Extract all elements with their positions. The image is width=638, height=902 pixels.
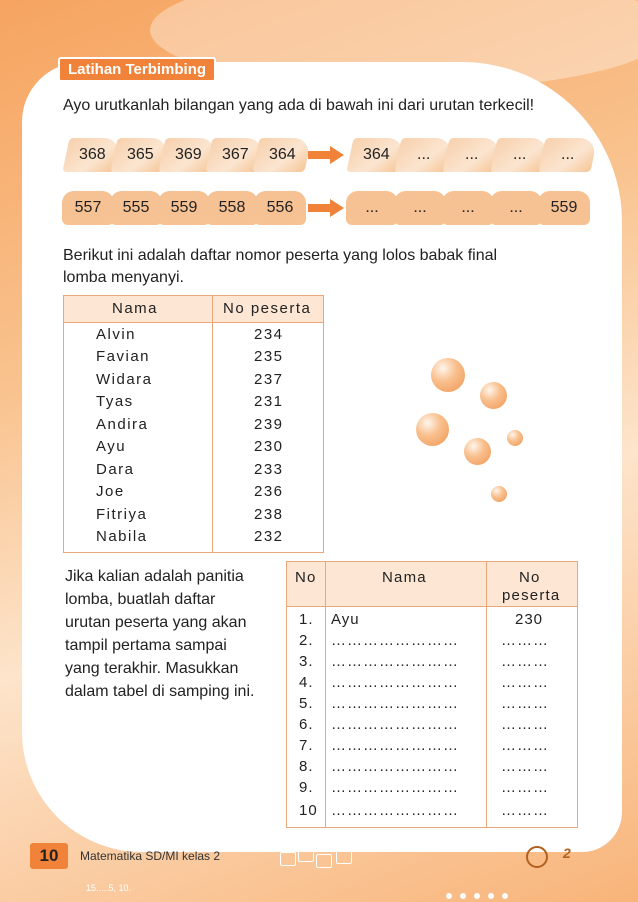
cell-name: Alvin — [96, 326, 137, 343]
intro-line-1: Berikut ini adalah daftar nomor peserta yang lolos babak final — [63, 247, 498, 264]
cell-name: …………………… — [331, 632, 459, 649]
cell-name: …………………… — [331, 716, 459, 733]
table-row — [64, 393, 323, 415]
cell-name: Dara — [96, 461, 135, 478]
cell-name: …………………… — [331, 758, 459, 775]
answer-number: 559 — [550, 199, 578, 216]
cell-number: 239 — [254, 416, 284, 433]
given-number: 559 — [170, 199, 198, 216]
answer-number-box — [538, 138, 597, 172]
table-row — [64, 506, 323, 528]
answer-table — [286, 561, 578, 828]
cell-number: 230 — [515, 611, 544, 628]
task-line: lomba, buatlah daftar — [65, 591, 216, 608]
cell-no: 2. — [299, 632, 314, 649]
table-row — [64, 326, 323, 348]
header-nama: Nama — [112, 300, 159, 317]
intro-line-2: lomba menyanyi. — [63, 269, 184, 286]
cell-name: Favian — [96, 348, 151, 365]
answer-number: ... — [465, 146, 479, 163]
cell-number: 234 — [254, 326, 284, 343]
given-number: 367 — [221, 146, 249, 163]
cell-name: Fitriya — [96, 506, 148, 523]
cell-name: Andira — [96, 416, 149, 433]
given-number-box — [62, 191, 114, 225]
given-number-box — [158, 191, 210, 225]
header-no: No — [295, 569, 317, 586]
given-number-box — [110, 191, 162, 225]
table-row — [287, 737, 577, 757]
task-line: urutan peserta yang akan — [65, 614, 247, 631]
cell-number: ……… — [501, 695, 549, 712]
given-number-box — [252, 138, 311, 172]
answer-number-box — [538, 191, 590, 225]
footer-small-text: 15.....5, 10. — [86, 883, 132, 893]
table-row — [287, 779, 577, 799]
cell-number: ……… — [501, 758, 549, 775]
decorative-bubble — [480, 382, 507, 409]
header-peserta: peserta — [502, 587, 561, 604]
decorative-bubble — [431, 358, 465, 392]
task-line: dalam tabel di samping ini. — [65, 683, 255, 700]
clock-icon — [526, 846, 548, 868]
table-row — [64, 461, 323, 483]
arrow-right-icon — [308, 199, 344, 217]
table-row — [64, 416, 323, 438]
answer-number: ... — [509, 199, 523, 216]
cell-number: 235 — [254, 348, 284, 365]
table-row — [287, 674, 577, 694]
cell-number: 231 — [254, 393, 284, 410]
answer-number-box — [394, 191, 446, 225]
given-number: 557 — [74, 199, 102, 216]
dot-icon — [460, 893, 466, 899]
table-row — [64, 438, 323, 460]
cell-no: 1. — [299, 611, 314, 628]
cell-name: …………………… — [331, 695, 459, 712]
given-number-box — [206, 191, 258, 225]
cell-number: 238 — [254, 506, 284, 523]
participant-table — [63, 295, 324, 553]
decorative-keypad-icon — [280, 848, 360, 870]
answer-number-box — [490, 191, 542, 225]
given-number: 365 — [126, 146, 154, 163]
table-row — [287, 695, 577, 715]
dot-icon — [488, 893, 494, 899]
given-number: 368 — [78, 146, 106, 163]
answer-number: ... — [365, 199, 379, 216]
cell-no: 8. — [299, 758, 314, 775]
decorative-dots — [446, 886, 516, 902]
cell-number: 233 — [254, 461, 284, 478]
task-line: tampil pertama sampai — [65, 637, 227, 654]
dot-icon — [502, 893, 508, 899]
answer-number: ... — [561, 146, 575, 163]
dot-icon — [446, 893, 452, 899]
cell-name: …………………… — [331, 674, 459, 691]
table-row — [287, 716, 577, 736]
cell-name: Ayu — [331, 611, 360, 628]
table-row — [287, 632, 577, 652]
cell-no: 9. — [299, 779, 314, 796]
task-line: yang terakhir. Masukkan — [65, 660, 239, 677]
header-nama: Nama — [382, 569, 427, 586]
given-number: 555 — [122, 199, 150, 216]
cell-no: 7. — [299, 737, 314, 754]
cell-number: 230 — [254, 438, 284, 455]
arrow-right-icon — [308, 146, 344, 164]
header-no-peserta: No peserta — [223, 300, 312, 317]
instruction-text: Ayo urutkanlah bilangan yang ada di bawah ini dari urutan terkecil! — [63, 97, 535, 114]
cell-number: 236 — [254, 483, 284, 500]
cell-no: 5. — [299, 695, 314, 712]
decorative-bubble — [507, 430, 523, 446]
answer-number-box — [442, 191, 494, 225]
decorative-bubble — [491, 486, 507, 502]
decorative-bubble — [416, 413, 449, 446]
cell-no: 6. — [299, 716, 314, 733]
given-number: 364 — [268, 146, 296, 163]
answer-number: 364 — [362, 146, 390, 163]
cell-number: ……… — [501, 779, 549, 796]
answer-number: ... — [413, 199, 427, 216]
cell-number: ……… — [501, 737, 549, 754]
dot-icon — [474, 893, 480, 899]
table-row — [287, 802, 577, 822]
cell-name: …………………… — [331, 779, 459, 796]
header-no-1: No — [519, 569, 541, 586]
answer-number: ... — [417, 146, 431, 163]
cell-name: Joe — [96, 483, 125, 500]
answer-number: ... — [461, 199, 475, 216]
cell-number: ……… — [501, 716, 549, 733]
cell-number: 237 — [254, 371, 284, 388]
cell-number: ……… — [501, 674, 549, 691]
table-row — [64, 348, 323, 370]
given-number: 558 — [218, 199, 246, 216]
cell-number: ……… — [501, 802, 549, 819]
table-row — [64, 483, 323, 505]
answer-number: ... — [513, 146, 527, 163]
corner-digit: 2 — [563, 845, 571, 861]
cell-number: 232 — [254, 528, 284, 545]
cell-name: …………………… — [331, 802, 459, 819]
section-badge: Latihan Terbimbing — [58, 57, 216, 82]
cell-name: …………………… — [331, 737, 459, 754]
cell-number: ……… — [501, 653, 549, 670]
cell-name: Ayu — [96, 438, 127, 455]
table-row — [287, 653, 577, 673]
cell-number: ……… — [501, 632, 549, 649]
cell-name: Nabila — [96, 528, 148, 545]
table-row — [64, 528, 323, 550]
given-number: 369 — [174, 146, 202, 163]
table-row — [287, 758, 577, 778]
cell-no: 10 — [299, 802, 318, 819]
decorative-bubble — [464, 438, 491, 465]
cell-name: Tyas — [96, 393, 134, 410]
table-row — [287, 611, 577, 631]
given-number: 556 — [266, 199, 294, 216]
table-row — [64, 371, 323, 393]
answer-number-box — [346, 191, 398, 225]
page-number: 10 — [30, 843, 68, 869]
cell-no: 4. — [299, 674, 314, 691]
given-number-box — [254, 191, 306, 225]
book-title: Matematika SD/MI kelas 2 — [80, 849, 221, 863]
cell-no: 3. — [299, 653, 314, 670]
cell-name: …………………… — [331, 653, 459, 670]
cell-name: Widara — [96, 371, 153, 388]
task-line: Jika kalian adalah panitia — [65, 568, 244, 585]
